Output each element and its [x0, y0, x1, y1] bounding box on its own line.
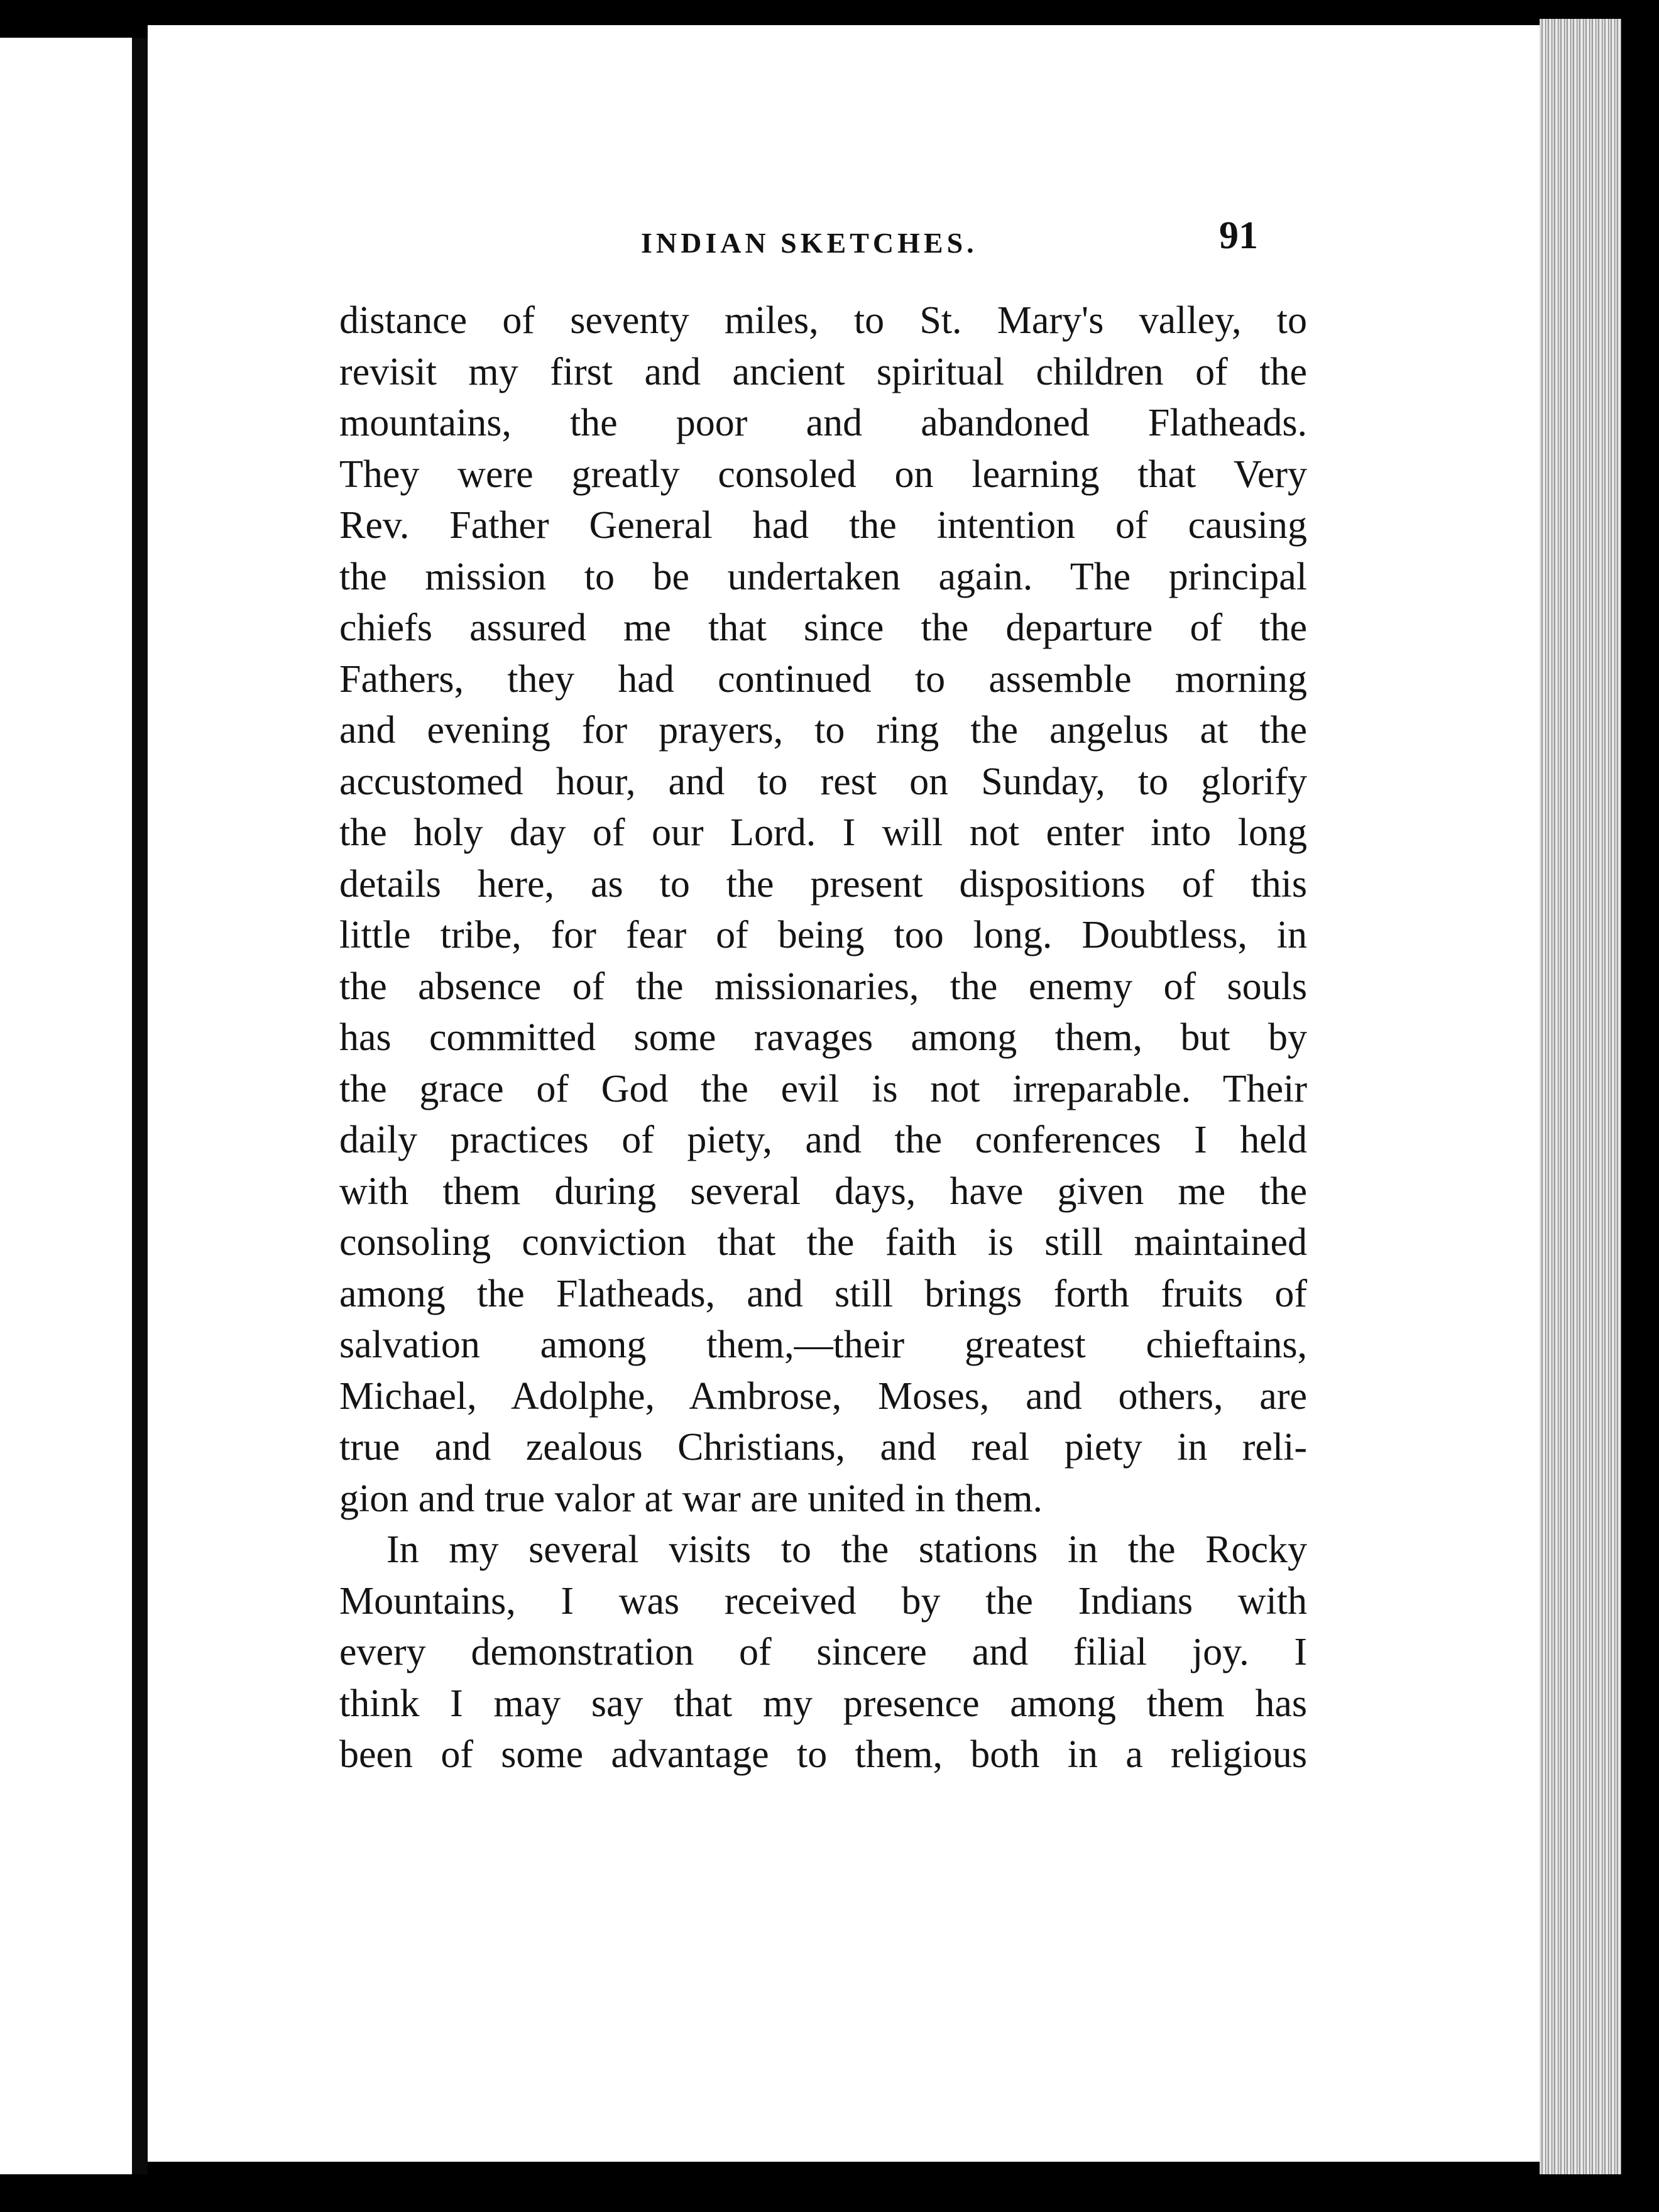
- text-line: Fathers, they had continued to assemble morning: [339, 657, 1307, 701]
- text-line: They were greatly consoled on learning that Very: [339, 452, 1307, 496]
- text-line: salvation among them,—their greatest chieftains,: [339, 1323, 1307, 1366]
- text-line: the absence of the missionaries, the enemy of souls: [339, 965, 1307, 1008]
- page-block-edges: [1540, 19, 1621, 2174]
- text-line: and evening for prayers, to ring the angelus at the: [339, 709, 1307, 752]
- text-line: every demonstration of sincere and filial joy. I: [339, 1631, 1307, 1673]
- text-line: been of some advantage to them, both in a religious: [339, 1733, 1307, 1776]
- text-line: revisit my first and ancient spiritual children of the: [339, 350, 1307, 393]
- text-line: little tribe, for fear of being too long. Doubtless, in: [339, 914, 1307, 956]
- page-number: 91: [1219, 214, 1258, 257]
- text-line: among the Flatheads, and still brings forth fruits of: [339, 1272, 1307, 1315]
- paragraph-end-line: gion and true valor at war are united in them.: [339, 1477, 1043, 1520]
- text-line: the mission to be undertaken again. The principal: [339, 555, 1307, 598]
- paragraph-start-line: In my several visits to the stations in the Rocky: [386, 1528, 1307, 1571]
- text-line: the holy day of our Lord. I will not enter into long: [339, 811, 1307, 854]
- text-line: the grace of God the evil is not irreparable. Their: [339, 1067, 1307, 1110]
- text-line: true and zealous Christians, and real piety in reli-: [339, 1426, 1307, 1469]
- text-line: has committed some ravages among them, but by: [339, 1016, 1307, 1059]
- text-line: consoling conviction that the faith is still maintained: [339, 1221, 1307, 1264]
- text-line: Mountains, I was received by the Indians with: [339, 1579, 1307, 1623]
- text-line: think I may say that my presence among them has: [339, 1682, 1307, 1725]
- text-line: with them during several days, have given me the: [339, 1169, 1307, 1213]
- text-line: daily practices of piety, and the conferences I held: [339, 1119, 1307, 1161]
- facing-page-edge: [0, 38, 132, 2174]
- text-line: Michael, Adolphe, Ambrose, Moses, and others, are: [339, 1374, 1307, 1418]
- running-title: INDIAN SKETCHES.: [641, 227, 978, 259]
- text-line: details here, as to the present dispositions of this: [339, 862, 1307, 906]
- text-line: accustomed hour, and to rest on Sunday, to glorify: [339, 760, 1307, 803]
- text-line: chiefs assured me that since the departure of the: [339, 606, 1307, 649]
- text-line: distance of seventy miles, to St. Mary's valley, to: [339, 299, 1307, 342]
- text-line: Rev. Father General had the intention of causing: [339, 504, 1307, 547]
- gutter-shadow: [132, 38, 148, 2174]
- body-text: [339, 295, 1307, 1781]
- text-line: mountains, the poor and abandoned Flatheads.: [339, 402, 1307, 444]
